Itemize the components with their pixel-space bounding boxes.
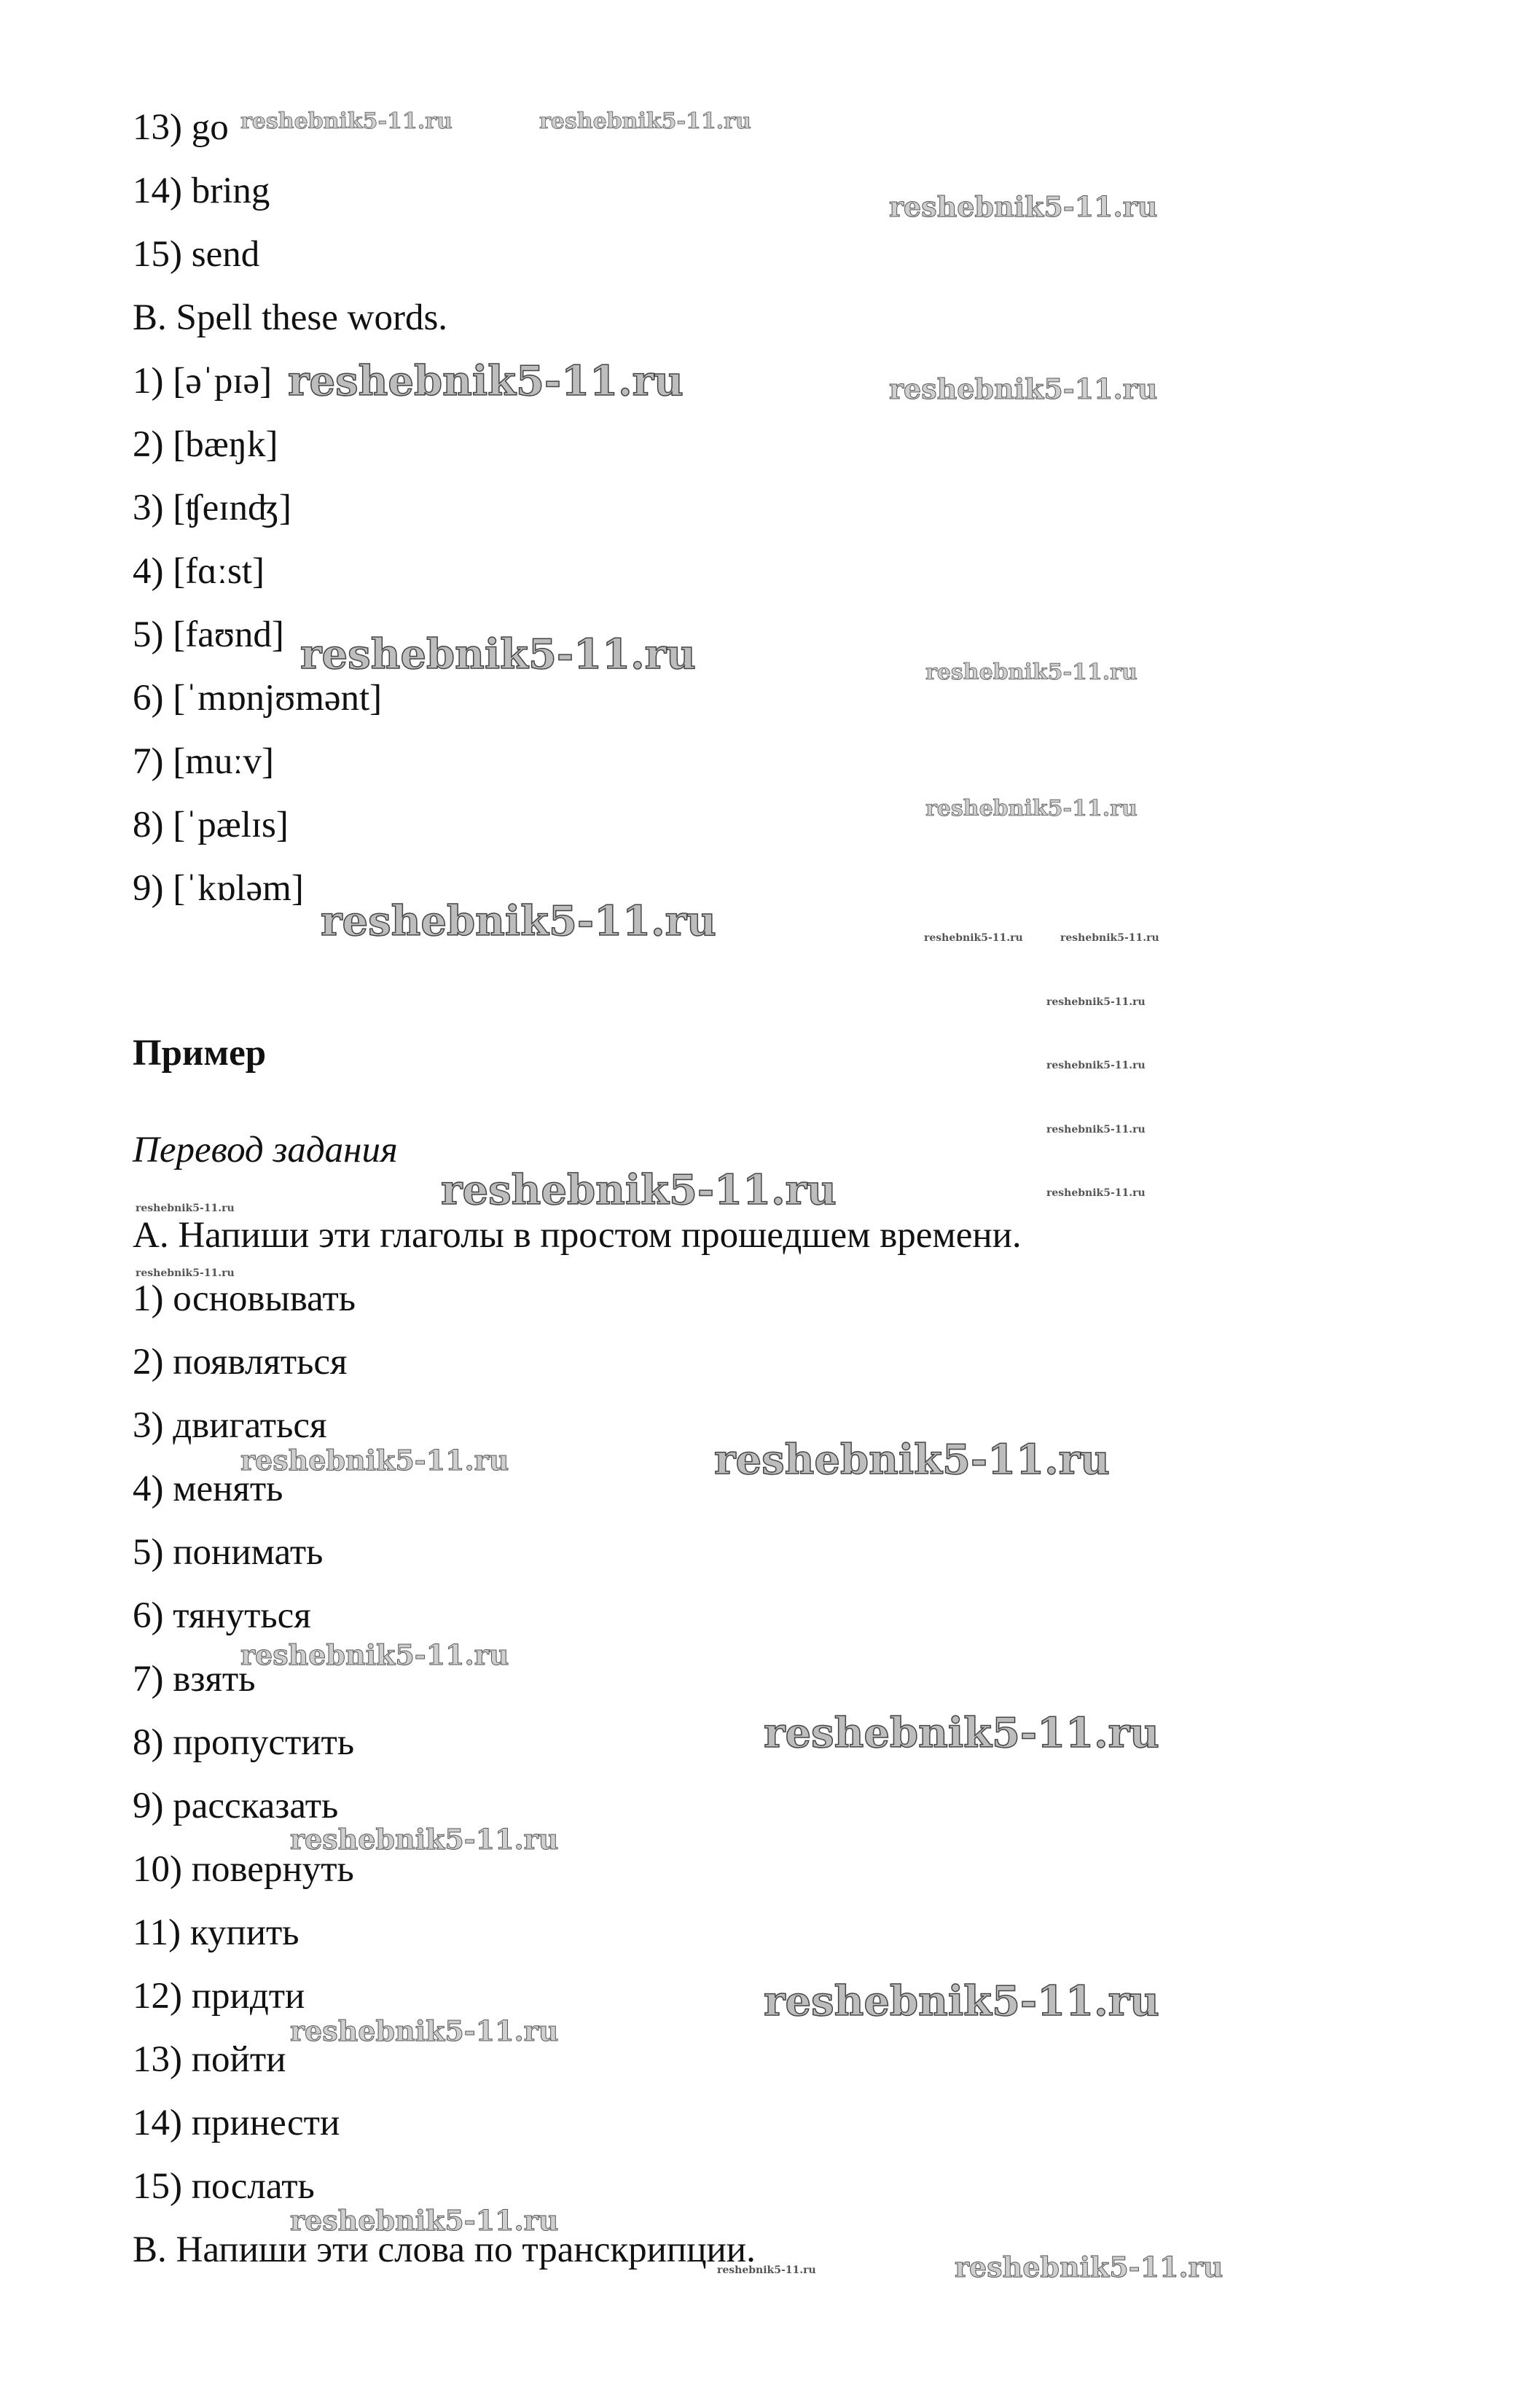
watermark: reshebnik5-11.ru: [764, 1709, 1159, 1757]
list-item: 3) [ʧeɪnʤ]: [133, 488, 292, 528]
list-item: 5) понимать: [133, 1532, 324, 1573]
watermark: reshebnik5-11.ru: [441, 1166, 837, 1214]
watermark: reshebnik5-11.ru: [136, 1203, 235, 1214]
list-item: 9) [ˈkɒləm]: [133, 868, 304, 909]
list-item: 9) рассказать: [133, 1786, 339, 1826]
watermark: reshebnik5-11.ru: [240, 1444, 509, 1477]
watermark: reshebnik5-11.ru: [288, 357, 684, 405]
watermark: reshebnik5-11.ru: [714, 1436, 1110, 1484]
watermark: reshebnik5-11.ru: [1046, 1124, 1146, 1135]
watermark: reshebnik5-11.ru: [136, 1267, 235, 1279]
watermark: reshebnik5-11.ru: [889, 190, 1158, 223]
list-item: 3) двигаться: [133, 1405, 327, 1446]
list-item: 13) go: [133, 107, 229, 148]
translation-subheading: Перевод задания: [133, 1130, 398, 1170]
watermark: reshebnik5-11.ru: [290, 2014, 559, 2047]
list-item: 8) пропустить: [133, 1722, 355, 1763]
list-item: 4) менять: [133, 1469, 283, 1509]
watermark: reshebnik5-11.ru: [1046, 996, 1146, 1008]
list-item: 4) [fɑːst]: [133, 551, 265, 592]
watermark: reshebnik5-11.ru: [925, 796, 1138, 821]
list-item: 15) послать: [133, 2166, 315, 2207]
watermark: reshebnik5-11.ru: [240, 1638, 509, 1671]
watermark: reshebnik5-11.ru: [924, 932, 1023, 944]
watermark: reshebnik5-11.ru: [539, 109, 751, 134]
watermark: reshebnik5-11.ru: [1060, 932, 1159, 944]
list-item: 7) взять: [133, 1659, 256, 1700]
list-item: 7) [muːv]: [133, 741, 275, 782]
list-item: 6) тянуться: [133, 1595, 311, 1636]
list-item: 13) пойти: [133, 2039, 286, 2080]
list-item: 6) [ˈmɒnjʊmənt]: [133, 678, 383, 719]
section-heading-b: B. Spell these words.: [133, 297, 448, 338]
example-heading: Пример: [133, 1033, 267, 1074]
list-item: 1) [əˈpɪə]: [133, 361, 273, 402]
list-item: 12) придти: [133, 1976, 305, 2017]
list-item: 8) [ˈpælɪs]: [133, 805, 289, 845]
list-item: 5) [faʊnd]: [133, 614, 284, 655]
list-item: 11) купить: [133, 1912, 299, 1953]
watermark: reshebnik5-11.ru: [321, 897, 716, 945]
list-item: 2) появляться: [133, 1342, 348, 1383]
watermark: reshebnik5-11.ru: [290, 2204, 559, 2237]
list-item: 14) принести: [133, 2103, 340, 2143]
list-item: 14) bring: [133, 171, 270, 211]
watermark: reshebnik5-11.ru: [240, 109, 453, 134]
watermark: reshebnik5-11.ru: [1046, 1187, 1146, 1199]
watermark: reshebnik5-11.ru: [290, 1823, 559, 1856]
watermark: reshebnik5-11.ru: [1046, 1060, 1146, 1071]
list-item: 10) повернуть: [133, 1849, 354, 1890]
watermark: reshebnik5-11.ru: [889, 372, 1158, 405]
list-item: 1) основывать: [133, 1278, 356, 1319]
section-heading-b-ru: B. Напиши эти слова по транскрипции.: [133, 2229, 756, 2270]
section-heading-a: A. Напиши эти глаголы в простом прошедшем времени.: [133, 1215, 1022, 1256]
watermark: reshebnik5-11.ru: [955, 2251, 1223, 2283]
list-item: 2) [bæŋk]: [133, 424, 278, 465]
watermark: reshebnik5-11.ru: [925, 660, 1138, 685]
watermark: reshebnik5-11.ru: [717, 2264, 816, 2276]
watermark: reshebnik5-11.ru: [764, 1977, 1159, 2025]
watermark: reshebnik5-11.ru: [300, 630, 696, 679]
list-item: 15) send: [133, 234, 260, 275]
